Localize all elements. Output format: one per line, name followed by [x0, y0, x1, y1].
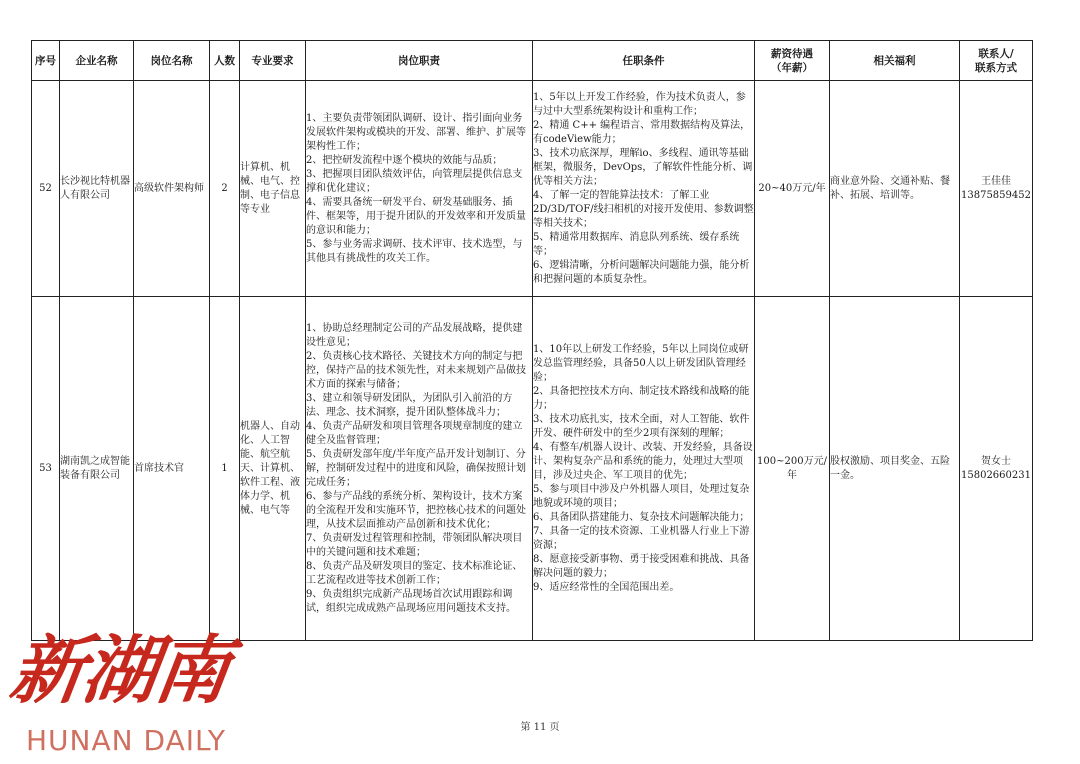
- header-contact: 联系人/ 联系方式: [960, 41, 1033, 81]
- header-position: 岗位名称: [134, 41, 210, 81]
- cell-salary: 100~200万元/年: [755, 297, 830, 641]
- logo-chinese-text: 新湖南: [5, 628, 234, 714]
- cell-contact: [960, 81, 1033, 297]
- job-table: [31, 40, 1033, 641]
- cell-position: 高级软件架构师: [134, 81, 210, 297]
- cell-duties: 1、协助总经理制定公司的产品发展战略，提供建设性意见； 2、负责核心技术路径、关键技术方向的制定与把控，保持产品的技术领先性，对未来规划产品做技术方面的探索与储备； 3、建立和领导研发团队，为团队引入前沿的方法、理念、技术洞察，提升团队整体战斗力； 4、负责产品研发和项目管理各项规章制度的建立健全及监督管理； 5、负责研发部年度/半年度产品开发计划制订、分解，控制研发过程中的进度和风险，确保按照计划完成任务； 6、参与产品线的系统分析、架构设计，技术方案的全流程开发和实施环节，把控核心技术的问题处理，从技术层面推动产品创新和技术优化； 7、负责研发过程管理和控制，带领团队解决项目中的关键问题和技术难题； 8、负责产品及研发项目的鉴定、技术标准论证、工艺流程改进等技术创新工作； 9、负责组织完成新产品现场首次试用跟踪和调试，组织完成成熟产品现场应用问题技术支持。: [306, 297, 533, 641]
- cell-duties: 1、主要负责带领团队调研、设计、指引面向业务发展软件架构或模块的开发、部署、维护、扩展等架构性工作； 2、把控研发流程中逐个模块的效能与品质； 3、把握项目团队绩效评估，向管理层提供信息支撑和优化建议； 4、需要具备统一研发平台、研发基础服务、插件、框架等，用于提升团队的开发效率和开发质量的意识和能力； 5、参与业务需求调研、技术评审、技术选型，与其他具有挑战性的攻关工作。: [306, 81, 533, 297]
- table-row: [32, 81, 1033, 297]
- cell-count: 2: [210, 81, 240, 297]
- table-row: [32, 297, 1033, 641]
- header-benefits: 相关福利: [830, 41, 960, 81]
- header-requirements: 任职条件: [533, 41, 755, 81]
- cell-company: 长沙视比特机器人有限公司: [60, 81, 134, 297]
- header-major: 专业要求: [240, 41, 306, 81]
- cell-contact: [960, 297, 1033, 641]
- table-header-row: [32, 41, 1033, 81]
- header-seq: 序号: [32, 41, 60, 81]
- cell-major: 机器人、自动化、人工智能、航空航天、计算机、软件工程、液体力学、机械、电气等: [240, 297, 306, 641]
- header-salary: 薪资待遇 （年薪）: [755, 41, 830, 81]
- cell-benefits: 股权激励、项目奖金、五险一金。: [830, 297, 960, 641]
- contact-phone: 13875859452: [961, 189, 1031, 201]
- cell-benefits: 商业意外险、交通补贴、餐补、拓展、培训等。: [830, 81, 960, 297]
- cell-company: 湖南凯之成智能装备有限公司: [60, 297, 134, 641]
- contact-name: 贺女士: [981, 455, 1011, 467]
- cell-major: 计算机、机械、电气、控制、电子信息等专业: [240, 81, 306, 297]
- contact-phone: 15802660231: [961, 469, 1031, 481]
- contact-name: 王佳佳: [981, 175, 1011, 187]
- header-duties: 岗位职责: [306, 41, 533, 81]
- header-company: 企业名称: [60, 41, 134, 81]
- page-number: 第 11 页: [520, 722, 560, 733]
- cell-requirements: 1、10年以上研发工作经验，5年以上同岗位或研发总监管理经验，具备50人以上研发团队管理经验； 2、具备把控技术方向、制定技术路线和战略的能力； 3、技术功底扎实，技术全面，对人工智能、软件开发、硬件研发中的至少2项有深刻的理解； 4、有整车/机器人设计、改装、开发经验，具备设计、架构复杂产品和系统的能力，处理过大型项目，涉及过央企、军工项目的优先； 5、参与项目中涉及户外机器人项目，处理过复杂地貌或环境的项目； 6、具备团队搭建能力、复杂技术问题解决能力； 7、具备一定的技术资源、工业机器人行业上下游资源； 8、愿意接受新事物、勇于接受困难和挑战、具备解决问题的毅力； 9、适应经常性的全国范围出差。: [533, 297, 755, 641]
- cell-position: 首席技术官: [134, 297, 210, 641]
- hunan-daily-logo: [4, 612, 264, 762]
- cell-seq: 53: [32, 297, 60, 641]
- cell-count: 1: [210, 297, 240, 641]
- cell-requirements: 1、5年以上开发工作经验，作为技术负责人，参与过中大型系统架构设计和重构工作； 2、精通 C++ 编程语言、常用数据结构及算法，有codeView能力； 3、技术功底深厚，理解io、多线程、通讯等基础框架，微服务，DevOps，了解软件性能分析、调优等相关方法； 4、了解一定的智能算法技术：了解工业2D/3D/TOF/线扫相机的对接开发使用、参数调整等相关技术； 5、精通常用数据库、消息队列系统、缓存系统等； 6、逻辑清晰，分析问题解决问题能力强，能分析和把握问题的本质复杂性。: [533, 81, 755, 297]
- cell-seq: 52: [32, 81, 60, 297]
- logo-english-text: HUNAN DAILY: [26, 724, 226, 757]
- cell-salary: 20~40万元/年: [755, 81, 830, 297]
- header-count: 人数: [210, 41, 240, 81]
